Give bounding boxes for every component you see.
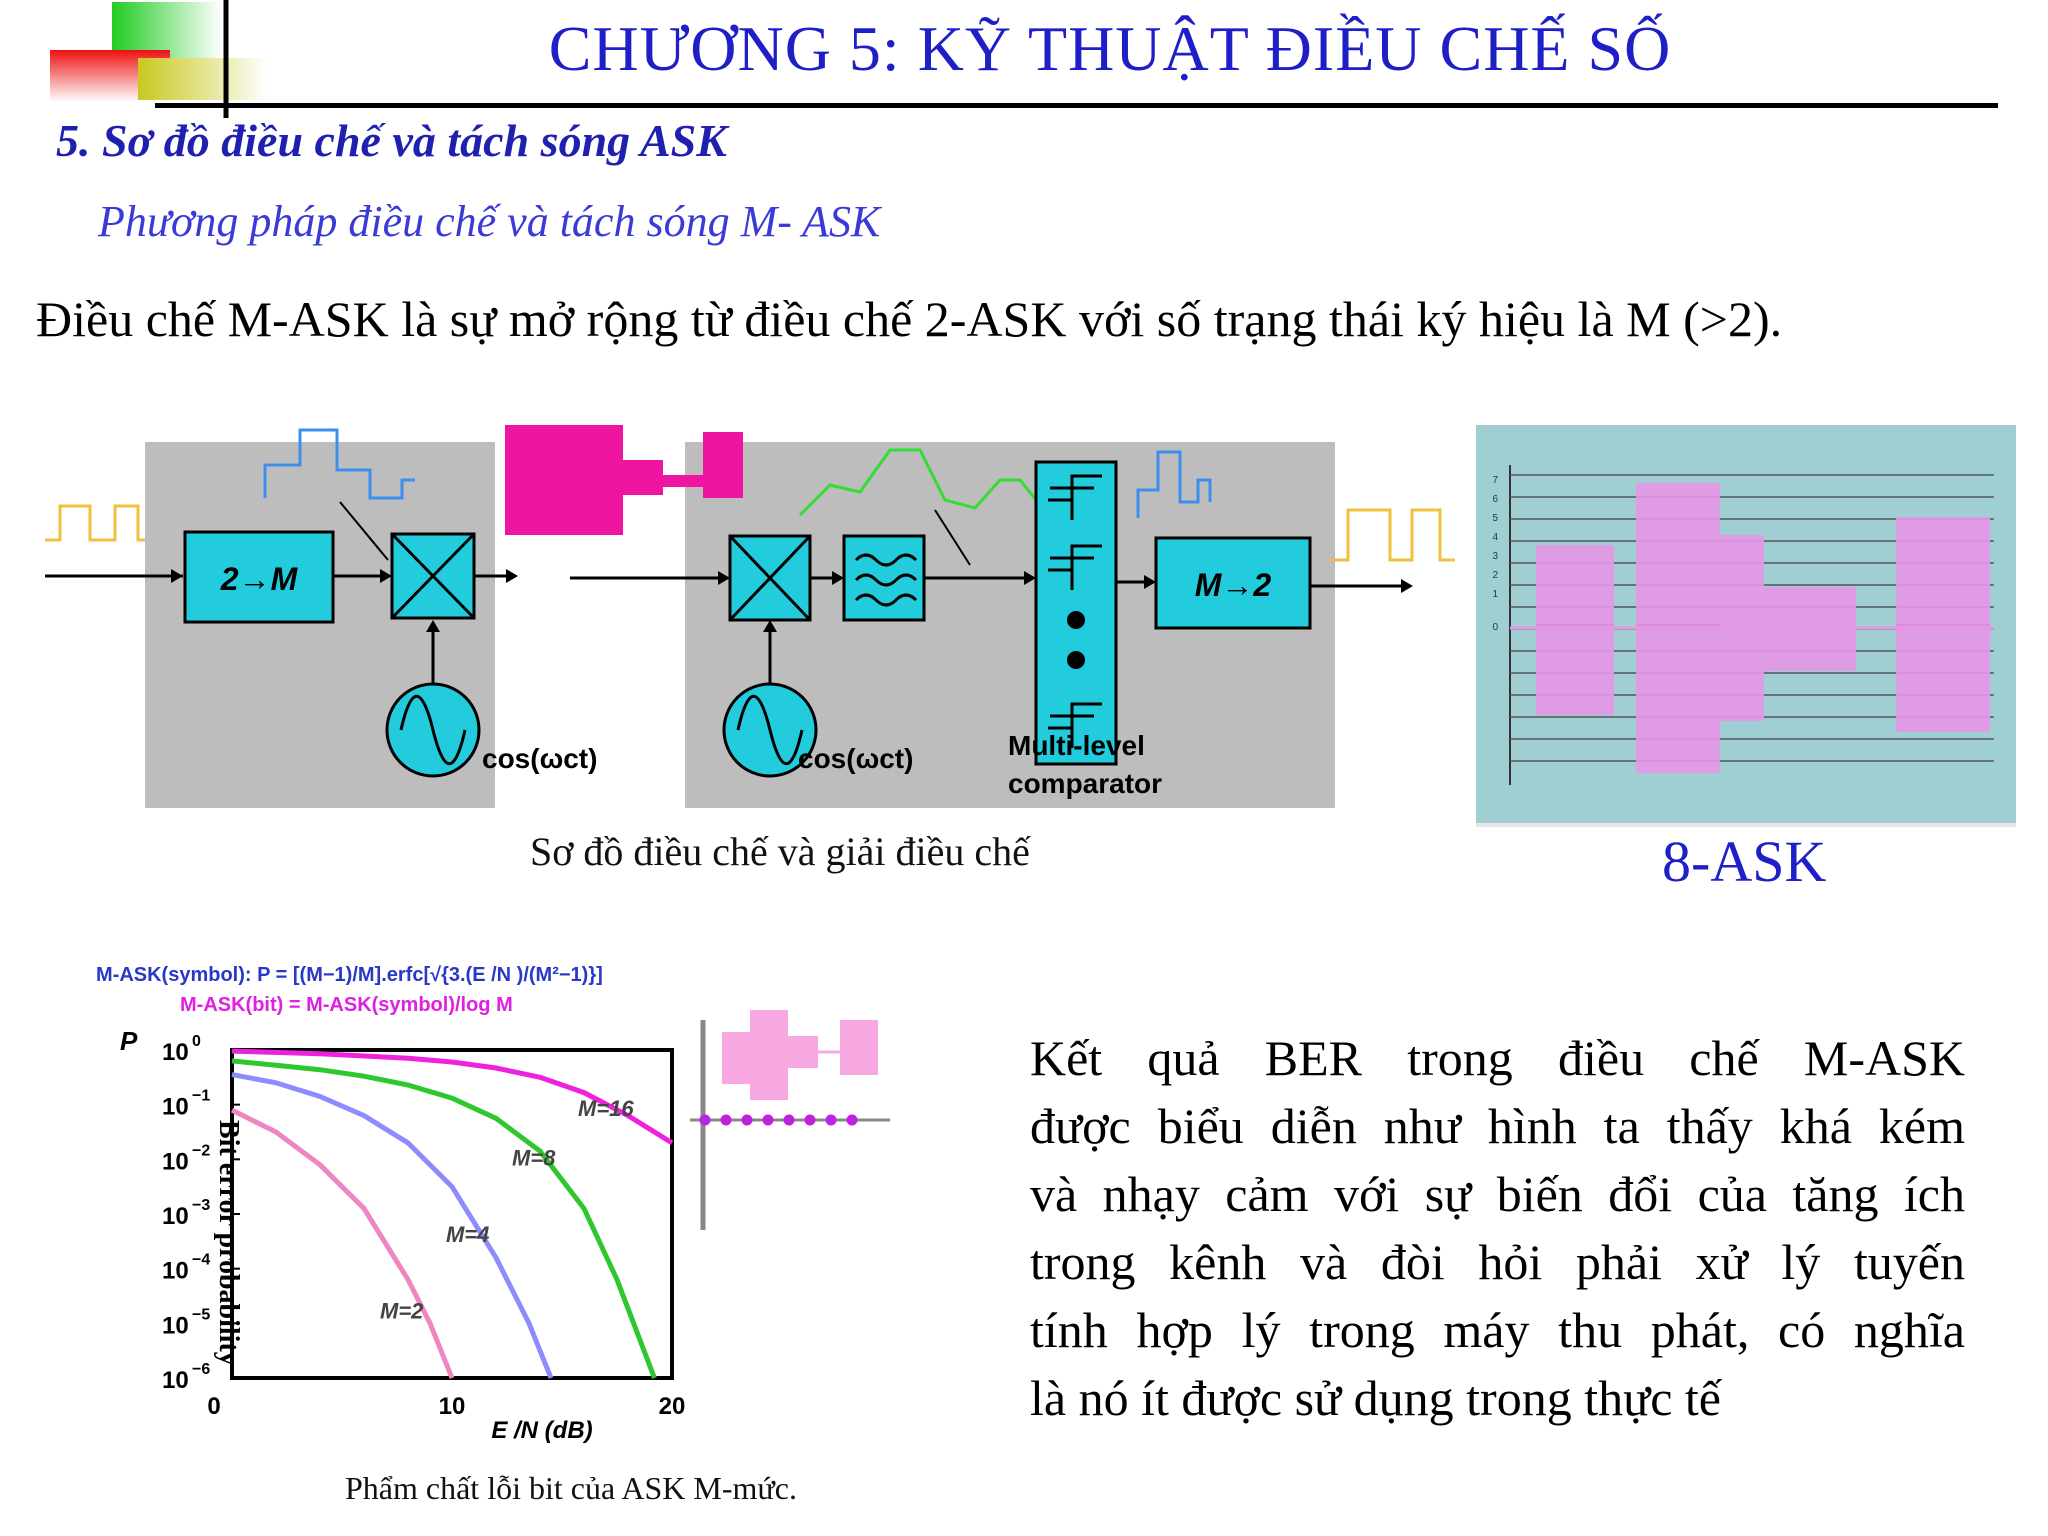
ask8-waveform-panel bbox=[1476, 425, 2016, 823]
y-tick-exponent: −3 bbox=[192, 1197, 211, 1214]
subheading: Phương pháp điều chế và tách sóng M- ASK bbox=[98, 197, 881, 246]
series-line-m-2 bbox=[232, 1110, 452, 1378]
y-tick-label: 10 bbox=[162, 1093, 189, 1121]
y-axis-label: Bit error probability bbox=[213, 1120, 244, 1366]
series-line-m-4 bbox=[232, 1075, 551, 1378]
formula-bit: M-ASK(bit) = M-ASK(symbol)/log M bbox=[180, 994, 513, 1016]
constellation-dot bbox=[742, 1115, 753, 1126]
series-label-m-16: M=16 bbox=[578, 1096, 634, 1122]
mixer-2 bbox=[730, 536, 810, 620]
conclusion-line-1: Kết quả BER trong điều chế M-ASK bbox=[1030, 1030, 1965, 1086]
page-title: CHƯƠNG 5: KỸ THUẬT ĐIỀU CHẾ SỐ bbox=[548, 13, 1672, 84]
x-axis-label: E /N (dB) bbox=[491, 1417, 593, 1444]
x-tick-label: 0 bbox=[207, 1393, 221, 1420]
x-ticks bbox=[207, 1393, 685, 1420]
lowpass-filter bbox=[844, 536, 924, 620]
ask8-panel-shadow bbox=[1476, 823, 2016, 827]
level-label-5: 5 bbox=[1492, 513, 1498, 524]
y-tick-label: 10 bbox=[162, 1257, 189, 1285]
constellation-dot bbox=[784, 1115, 795, 1126]
conclusion-line-4: trong kênh và đòi hỏi phải xử lý tuyến bbox=[1030, 1234, 1965, 1290]
level-label-1: 1 bbox=[1492, 589, 1498, 600]
y-tick-exponent: −5 bbox=[192, 1306, 211, 1324]
formula-symbol: M-ASK(symbol): P = [(M−1)/M].erfc[√{3.(E /N )/(M²−1)}] bbox=[96, 964, 603, 986]
conclusion-line-3: và nhạy cảm với sự biến đổi của tăng ích bbox=[1030, 1166, 1965, 1222]
conclusion-line-6: là nó ít được sử dụng trong thực tế bbox=[1030, 1370, 1721, 1426]
oscillator-2-label: cos(ωct) bbox=[798, 743, 914, 774]
input-bit-waveform bbox=[45, 506, 145, 540]
constellation-dot bbox=[847, 1115, 858, 1126]
demodulator-label: M→2 bbox=[1194, 567, 1272, 603]
comparator-label-1: Multi-level bbox=[1008, 730, 1145, 761]
mixer-1 bbox=[392, 534, 474, 618]
x-tick-label: 20 bbox=[658, 1393, 686, 1420]
constellation-dot bbox=[826, 1115, 837, 1126]
modulator-label: 2→M bbox=[220, 561, 298, 597]
section-heading: 5. Sơ đồ điều chế và tách sóng ASK bbox=[56, 115, 727, 166]
ask8-caption: 8-ASK bbox=[1662, 829, 1827, 894]
series-label-m-4: M=4 bbox=[446, 1221, 490, 1247]
y-tick-exponent: −1 bbox=[192, 1087, 211, 1105]
comparator-label-2: comparator bbox=[1008, 768, 1163, 799]
level-label-3: 3 bbox=[1492, 551, 1498, 562]
constellation-dot bbox=[721, 1115, 732, 1126]
y-tick-label: 10 bbox=[162, 1312, 189, 1340]
block-diagram bbox=[30, 410, 1460, 830]
level-label-2: 2 bbox=[1492, 570, 1498, 581]
block-diagram-caption: Sơ đồ điều chế và giải điều chế bbox=[530, 829, 1030, 874]
y-tick-exponent: −4 bbox=[192, 1251, 211, 1269]
x-tick-label: 10 bbox=[438, 1393, 466, 1420]
ber-caption: Phẩm chất lỗi bit của ASK M-mức. bbox=[345, 1470, 797, 1506]
intro-text: Điều chế M-ASK là sự mở rộng từ điều chế 2-ASK với số trạng thái ký hiệu là M (>2). bbox=[36, 291, 1783, 347]
ber-chart bbox=[100, 1010, 930, 1460]
oscillator-1 bbox=[387, 684, 479, 776]
constellation-dot bbox=[700, 1115, 711, 1126]
level-label-6: 6 bbox=[1492, 494, 1498, 505]
constellation-dot bbox=[763, 1115, 774, 1126]
conclusion-line-2: được biểu diễn như hình ta thấy khá kém bbox=[1030, 1098, 1965, 1154]
y-tick-label: 10 bbox=[162, 1367, 189, 1394]
constellation-dot bbox=[805, 1115, 816, 1126]
level-label-4: 4 bbox=[1492, 532, 1498, 543]
series-label-m-2: M=2 bbox=[380, 1298, 424, 1324]
y-tick-label: 10 bbox=[162, 1039, 189, 1066]
mini-ask-icon bbox=[722, 1010, 878, 1100]
conclusion-line-5: tính hợp lý trong máy thu phát, có nghĩa bbox=[1030, 1302, 1965, 1358]
y-tick-exponent: −6 bbox=[192, 1361, 211, 1378]
y-short-label: P bbox=[120, 1026, 138, 1056]
series-labels bbox=[380, 1096, 634, 1323]
logo-decoration bbox=[40, 0, 300, 120]
oscillator-1-label: cos(ωct) bbox=[482, 743, 598, 774]
level-label-0: 0 bbox=[1492, 622, 1498, 633]
title-rule bbox=[155, 103, 1998, 108]
y-tick-label: 10 bbox=[162, 1203, 189, 1230]
ask-burst-1 bbox=[1536, 545, 1614, 715]
y-tick-exponent: −2 bbox=[192, 1142, 211, 1160]
multilevel-comparator bbox=[1036, 462, 1116, 764]
y-tick-exponent: 0 bbox=[192, 1033, 201, 1050]
y-tick-label: 10 bbox=[162, 1148, 189, 1176]
level-label-7: 7 bbox=[1492, 475, 1498, 486]
output-bit-waveform bbox=[1330, 510, 1455, 560]
conclusion-paragraph bbox=[1030, 1024, 1965, 1432]
series-label-m-8: M=8 bbox=[512, 1145, 556, 1171]
